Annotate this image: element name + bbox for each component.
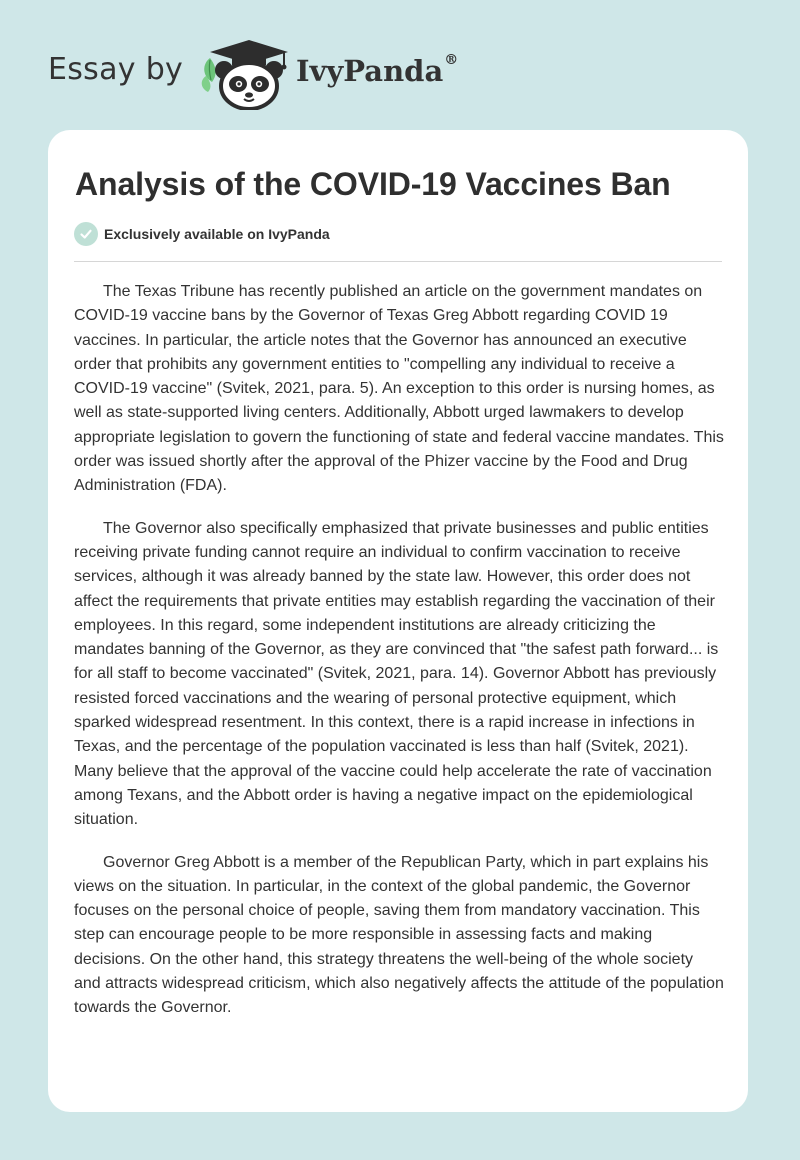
- exclusive-label: Exclusively available on IvyPanda: [104, 226, 330, 242]
- page-title: Analysis of the COVID-19 Vaccines Ban: [75, 166, 671, 202]
- registered-mark: ®: [444, 52, 459, 68]
- brand-prefix: Essay by: [48, 52, 184, 87]
- title-divider: [74, 261, 722, 262]
- exclusive-badge: [74, 222, 330, 246]
- paragraph: Governor Greg Abbott is a member of the Republican Party, which in part explains his views on the situation. In particular, in the context of the global pandemic, the Governor focuses on the personal choice of people, saving them from mandatory vaccination. This step can encourage people to be more responsible in assessing facts and making decisions. On the other hand, this strategy threatens the well-being of the whole society and attracts widespread criticism, which also negatively affects the attitude of the population towards the Governor.: [74, 853, 724, 1017]
- essay-card: [48, 130, 748, 1112]
- panda-graduate-icon: [198, 36, 294, 110]
- brand-name[interactable]: IvyPanda®: [296, 52, 459, 88]
- article-body: [74, 280, 724, 1039]
- check-icon: [74, 222, 98, 246]
- paragraph: The Texas Tribune has recently published an article on the government mandates on COVID-19 vaccine bans by the Governor of Texas Greg Abbott regarding COVID 19 vaccines. In particular, the article notes that the Governor has announced an executive order that prohibits any government entities to "compelling any individual to receive a COVID-19 vaccine" (Svitek, 2021, para. 5). An exception to this order is nursing homes, as well as state-supported living centers. Additionally, Abbott urged lawmakers to develop appropriate legislation to govern the functioning of state and federal vaccine mandates. This order was issued shortly after the approval of the Phizer vaccine by the Food and Drug Administration (FDA).: [74, 283, 724, 495]
- paragraph: The Governor also specifically emphasized that private businesses and public entities receiving private funding cannot require an individual to confirm vaccination to receive services, although it was already banned by the state law. However, this order does not affect the requirements that private entities may establish regarding the vaccination of their employees. In this regard, some independent institutions are already criticizing the mandates banning of the Governor, as they are convinced that "the safest path forward... is for all staff to become vaccinated" (Svitek, 2021, para. 14). Governor Abbott has previously resisted forced vaccinations and the wearing of personal protective equipment, which sparked widespread resentment. In this context, there is a rapid increase in infections in Texas, and the percentage of the population vaccinated is less than half (Svitek, 2021). Many believe that the approval of the vaccine could help accelerate the rate of vaccination among Texans, and the Abbott order is having a negative impact on the epidemiological situation.: [74, 519, 719, 829]
- site-header: [0, 0, 800, 130]
